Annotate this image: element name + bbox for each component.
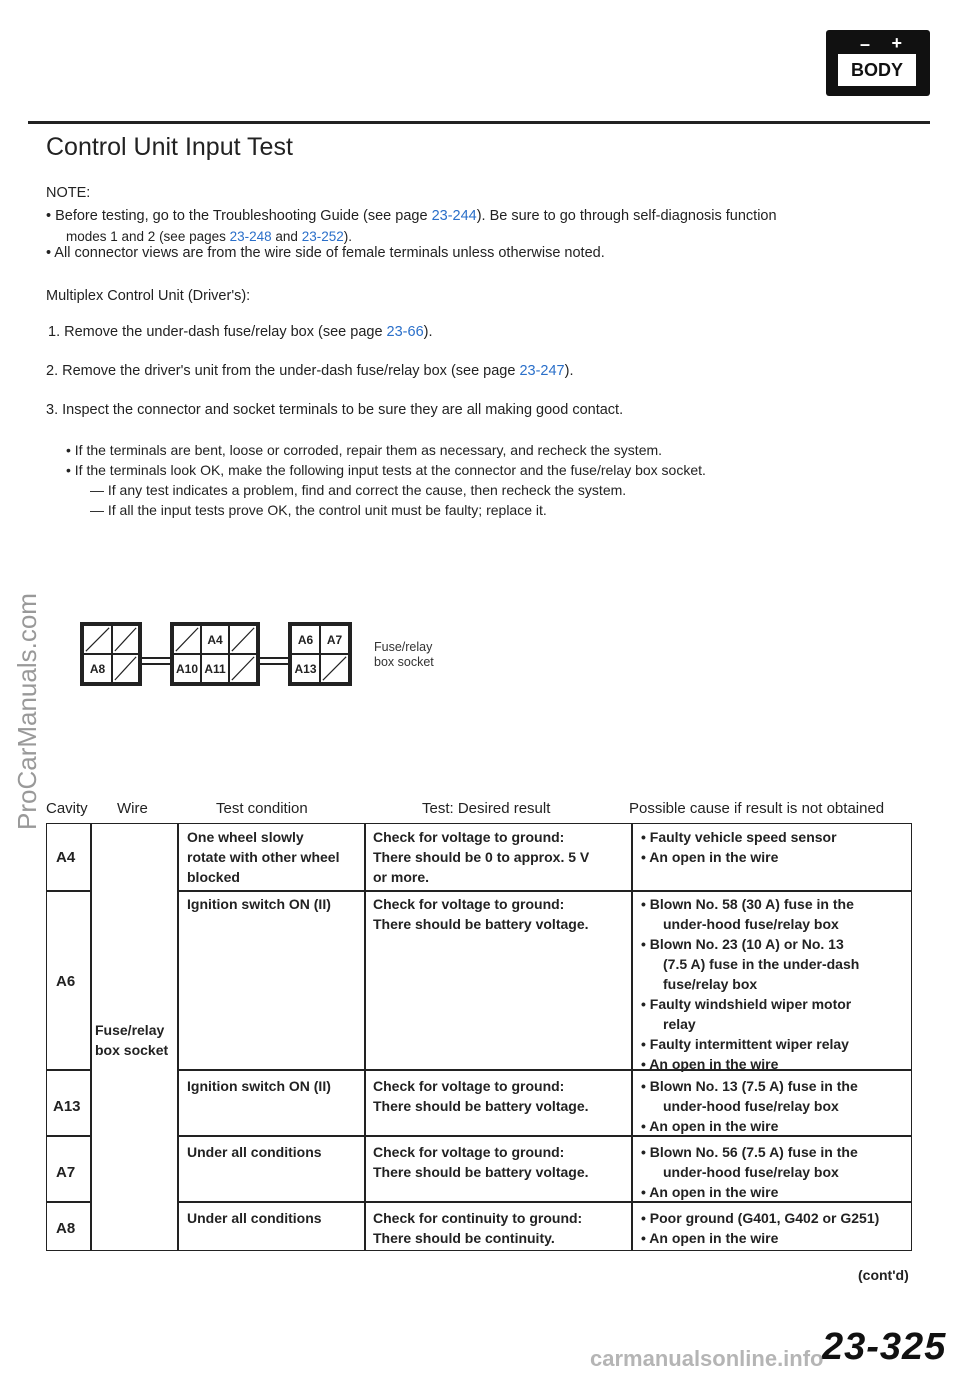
connector-block-2 xyxy=(170,622,260,686)
page-number: 23-325 xyxy=(822,1326,947,1368)
note-bullet-1: • Before testing, go to the Troubleshooting Guide (see page 23-244). Be sure to go through self-diagnosis function xyxy=(46,208,777,224)
condition-a7: Under all conditions xyxy=(187,1144,322,1160)
table-divider xyxy=(90,824,92,1250)
unit-label: Multiplex Control Unit (Driver's): xyxy=(46,288,251,304)
table-divider xyxy=(47,1069,91,1071)
cavity-a7: A7 xyxy=(56,1164,76,1181)
condition-a13: Ignition switch ON (II) xyxy=(187,1078,331,1094)
battery-icon xyxy=(836,33,918,88)
cause-a13: • Blown No. 13 (7.5 A) fuse in the under-hood fuse/relay box • An open in the wire xyxy=(641,1078,858,1134)
terminal-empty xyxy=(320,654,349,683)
table-divider xyxy=(47,1201,91,1203)
result-a8: Check for continuity to ground: There should be continuity. xyxy=(373,1210,583,1246)
continued-label: (cont'd) xyxy=(858,1267,909,1283)
terminal-empty xyxy=(229,625,257,654)
condition-a6: Ignition switch ON (II) xyxy=(187,896,331,912)
body-section-badge xyxy=(826,30,930,96)
cause-a7: • Blown No. 56 (7.5 A) fuse in the under-hood fuse/relay box • An open in the wire xyxy=(641,1144,858,1200)
step-2: 2. Remove the driver's unit from the under-dash fuse/relay box (see page 23-247). xyxy=(46,363,574,379)
watermark-side: ProCarManuals.com xyxy=(12,593,42,830)
terminal-empty xyxy=(112,625,139,654)
connector-block-1 xyxy=(80,622,142,686)
terminal-a10: A10 xyxy=(173,654,201,683)
cause-a8: • Poor ground (G401, G402 or G251) • An open in the wire xyxy=(641,1210,880,1246)
link-23-247[interactable]: 23-247 xyxy=(519,363,565,379)
terminal-empty xyxy=(83,625,112,654)
col-header-wire: Wire xyxy=(117,800,148,817)
unused-terminal-icon xyxy=(321,655,348,682)
watermark-bottom: carmanualsonline.info xyxy=(590,1346,824,1371)
table-divider xyxy=(364,824,366,1250)
table-divider xyxy=(47,890,91,892)
unused-terminal-icon xyxy=(84,626,111,653)
result-a13: Check for voltage to ground: There should be battery voltage. xyxy=(373,1078,589,1114)
table-divider xyxy=(47,1135,91,1137)
terminal-a11: A11 xyxy=(201,654,229,683)
step-3-sub-1: • If the terminals are bent, loose or corroded, repair them as necessary, and recheck the system. xyxy=(66,442,663,458)
input-test-table xyxy=(46,823,912,1251)
unused-terminal-icon xyxy=(174,626,200,653)
note-bullet-2: • All connector views are from the wire side of female terminals unless otherwise noted. xyxy=(46,245,605,261)
step-3: 3. Inspect the connector and socket terminals to be sure they are all making good contact. xyxy=(46,402,624,418)
header-rule xyxy=(28,121,930,124)
connector-link xyxy=(256,657,292,665)
col-header-condition: Test condition xyxy=(216,800,308,817)
terminal-a6: A6 xyxy=(291,625,320,654)
unused-terminal-icon xyxy=(230,626,256,653)
unused-terminal-icon xyxy=(113,655,138,682)
cavity-a4: A4 xyxy=(56,849,76,866)
result-a7: Check for voltage to ground: There should be battery voltage. xyxy=(373,1144,589,1180)
result-a6: Check for voltage to ground: There should be battery voltage. xyxy=(373,896,589,932)
cause-a4: • Faulty vehicle speed sensor • An open in the wire xyxy=(641,829,837,865)
terminal-a8: A8 xyxy=(83,654,112,683)
cavity-a13: A13 xyxy=(53,1098,81,1115)
badge-label: BODY xyxy=(850,60,903,80)
cavity-a8: A8 xyxy=(56,1220,76,1237)
battery-plus-label: + xyxy=(891,33,902,53)
col-header-cavity: Cavity xyxy=(46,800,88,817)
battery-minus-label: – xyxy=(860,34,871,54)
cause-a6: • Blown No. 58 (30 A) fuse in the under-hood fuse/relay box • Blown No. 23 (10 A) or No. 13 (7.5 A) fuse in the under-dash fuse/relay box • Faulty windshield wiper motor relay • Faulty intermittent wiper relay • An open in the wire xyxy=(641,896,860,1072)
col-header-result: Test: Desired result xyxy=(422,800,551,817)
terminal-a7: A7 xyxy=(320,625,349,654)
terminal-a4: A4 xyxy=(201,625,229,654)
fuse-relay-socket-diagram xyxy=(76,620,366,692)
link-23-244[interactable]: 23-244 xyxy=(431,208,477,224)
unused-terminal-icon xyxy=(113,626,138,653)
terminal-empty xyxy=(112,654,139,683)
wire-fuse-relay-socket: Fuse/relay box socket xyxy=(95,1022,169,1058)
table-divider xyxy=(177,890,911,892)
table-divider xyxy=(177,824,179,1250)
terminal-empty xyxy=(173,625,201,654)
result-a4: Check for voltage to ground: There should be 0 to approx. 5 V or more. xyxy=(373,829,590,885)
terminal-empty xyxy=(229,654,257,683)
table-divider xyxy=(631,824,633,1250)
unused-terminal-icon xyxy=(230,655,256,682)
condition-a4: One wheel slowly rotate with other wheel blocked xyxy=(187,829,340,885)
step-1: 1. Remove the under-dash fuse/relay box (see page 23-66). xyxy=(48,324,433,340)
cavity-a6: A6 xyxy=(56,973,76,990)
col-header-cause: Possible cause if result is not obtained xyxy=(629,800,885,817)
page-title: Control Unit Input Test xyxy=(46,133,293,161)
note-heading: NOTE: xyxy=(46,185,91,201)
step-3-sub-2: • If the terminals look OK, make the following input tests at the connector and the fuse/relay box socket. xyxy=(66,462,706,478)
link-23-66[interactable]: 23-66 xyxy=(386,324,424,340)
condition-a8: Under all conditions xyxy=(187,1210,322,1226)
link-23-248[interactable]: 23-248 xyxy=(229,229,272,244)
step-3-dash-2: — If all the input tests prove OK, the control unit must be faulty; replace it. xyxy=(90,502,547,518)
link-23-252[interactable]: 23-252 xyxy=(301,229,344,244)
step-3-dash-1: — If any test indicates a problem, find and correct the cause, then recheck the system. xyxy=(90,482,627,498)
terminal-a13: A13 xyxy=(291,654,320,683)
figure-caption: Fuse/relay box socket xyxy=(374,640,434,669)
connector-link xyxy=(138,657,174,665)
note-bullet-1-cont: modes 1 and 2 (see pages 23-248 and 23-252). xyxy=(66,229,352,244)
connector-block-3 xyxy=(288,622,352,686)
